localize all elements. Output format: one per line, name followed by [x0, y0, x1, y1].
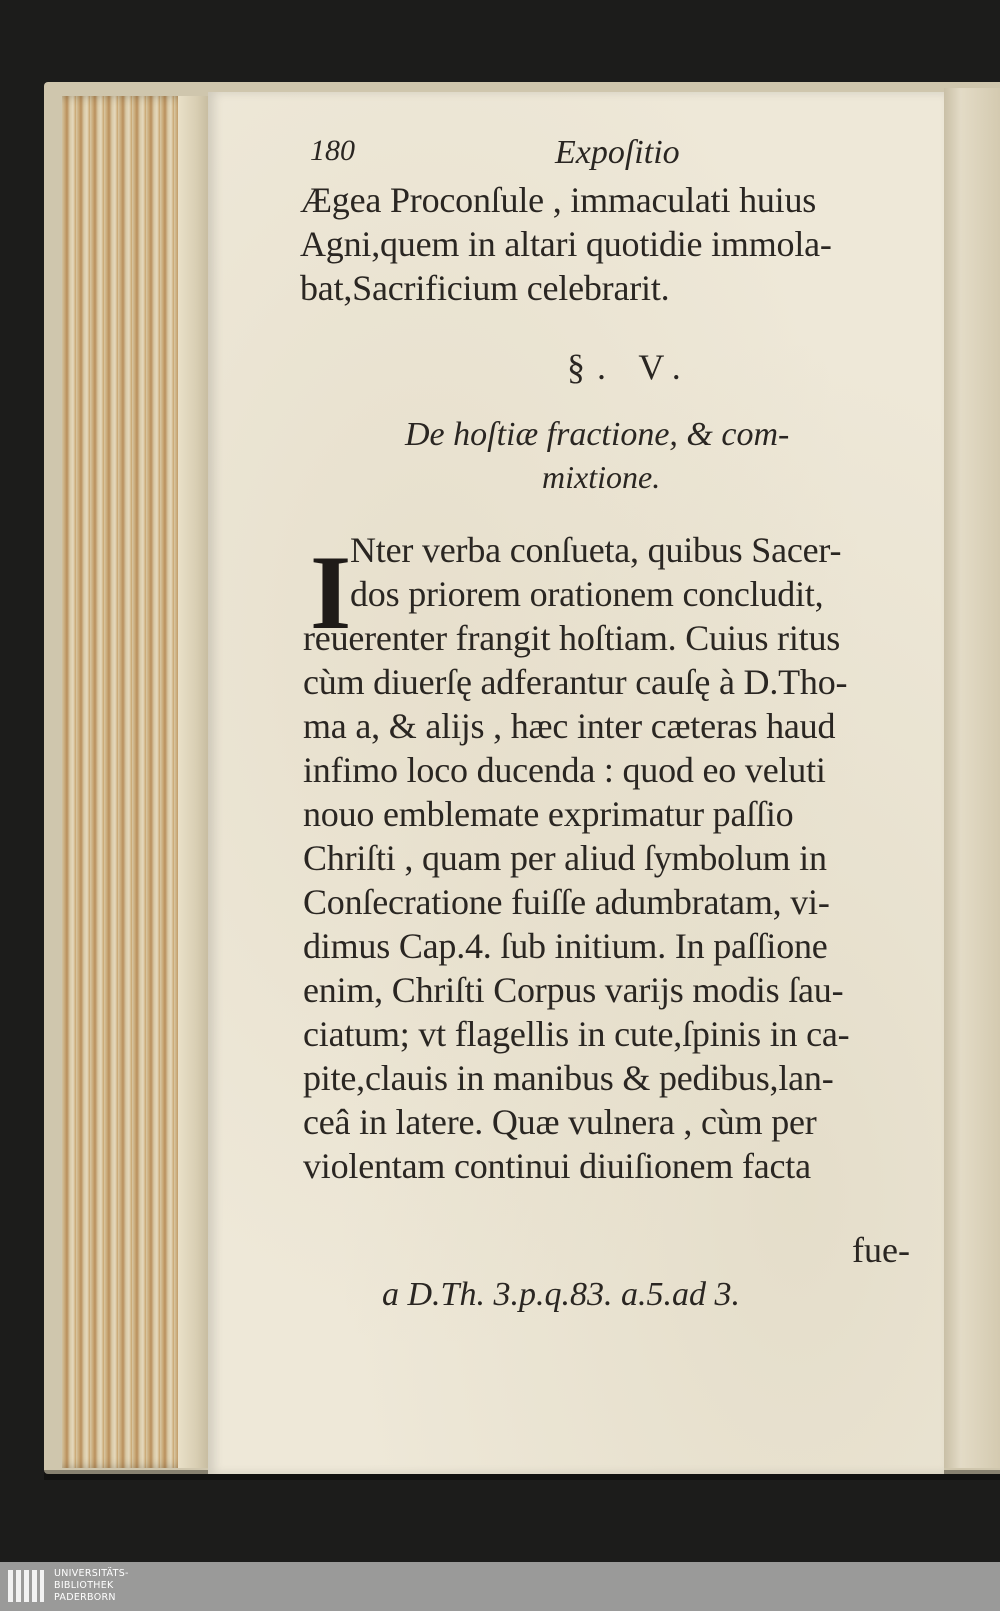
section-number: §. V. [567, 347, 693, 387]
facing-page-edge [944, 88, 1000, 1468]
section-title: De hoſtiæ fractione, & com- [405, 416, 790, 453]
text-line: Nter verba conſueta, quibus Sacer- [350, 530, 842, 570]
text-line: reuerenter frangit hoſtiam. Cuius ritus [303, 618, 841, 658]
text-line: violentam continui diuiſionem facta [303, 1146, 811, 1186]
section-title-continued: mixtione. [542, 459, 661, 495]
text-line: cùm diuerſę adferantur cauſę à D.Tho- [303, 662, 848, 702]
library-name [54, 1568, 129, 1604]
library-name-line1: UNIVERSITÄTS- [54, 1568, 129, 1579]
running-title: Expoſitio [555, 134, 680, 171]
footnote: a D.Th. 3.p.q.83. a.5.ad 3. [382, 1276, 740, 1313]
drop-cap: I [310, 534, 352, 651]
page-edges-inner [178, 96, 208, 1468]
text-line: Agni,quem in altari quotidie immola- [300, 224, 832, 264]
text-line: ceâ in latere. Quæ vulnera , cùm per [303, 1102, 817, 1142]
text-line: dos priorem orationem concludit, [350, 574, 824, 614]
text-line: Chriſti , quam per aliud ſymbolum in [303, 838, 827, 878]
library-name-line3: PADERBORN [54, 1592, 116, 1603]
text-line: pite,clauis in manibus & pedibus,lan- [303, 1058, 834, 1098]
text-line: bat,Sacrificium celebrarit. [300, 268, 670, 308]
catchword: fue- [852, 1230, 910, 1270]
text-line: infimo loco ducenda : quod eo veluti [303, 750, 826, 790]
text-line: ciatum; vt flagellis in cute,ſpinis in ca- [303, 1014, 850, 1054]
page-number: 180 [310, 134, 355, 167]
library-name-line2: BIBLIOTHEK [54, 1580, 114, 1591]
text-line: Ægea Proconſule , immaculati huius [300, 180, 817, 220]
library-logo-icon [8, 1570, 48, 1602]
text-line: enim, Chriſti Corpus varijs modis ſau- [303, 970, 844, 1010]
text-line: Conſecratione fuiſſe adumbratam, vi- [303, 882, 830, 922]
footer-bar [0, 1562, 1000, 1611]
text-line: dimus Cap.4. ſub initium. In paſſione [303, 926, 828, 966]
text-line: ma a, & alijs , hæc inter cæteras haud [303, 706, 836, 746]
text-line: nouo emblemate exprimatur paſſio [303, 794, 794, 834]
